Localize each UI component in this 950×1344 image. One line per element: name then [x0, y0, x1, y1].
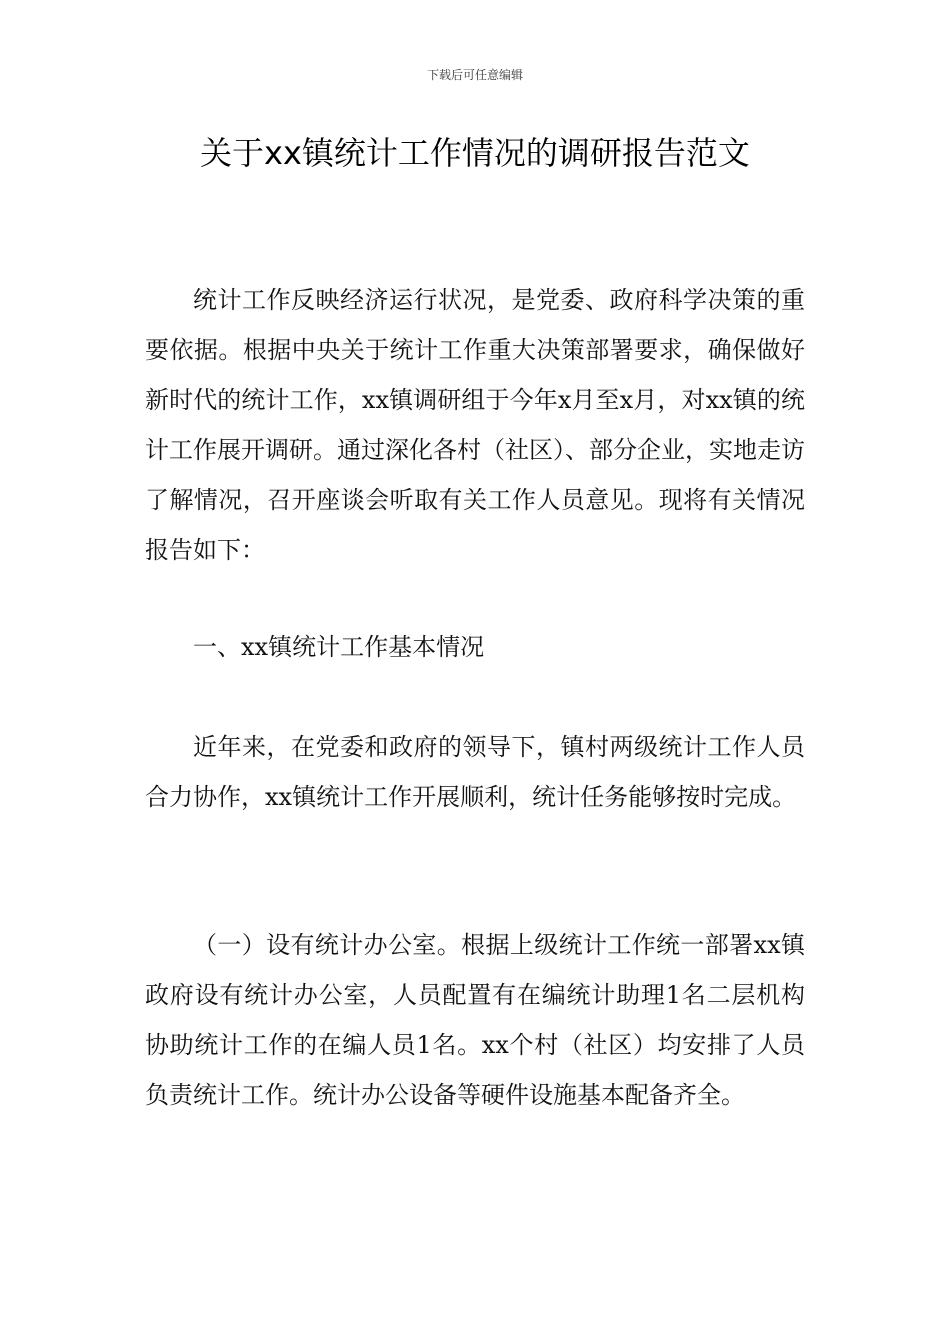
document-title: 关于xx镇统计工作情况的调研报告范文 [200, 134, 750, 172]
section-heading: 一、xx镇统计工作基本情况 [193, 633, 485, 661]
section-paragraph: 近年来，在党委和政府的领导下，镇村两级统计工作人员合力协作，xx镇统计工作开展顺利，统计任务能够按时完成。 [145, 733, 805, 811]
intro-paragraph: 统计工作反映经济运行状况，是党委、政府科学决策的重要依据。根据中央关于统计工作重大决策部署要求，确保做好新时代的统计工作，xx镇调研组于今年x月至x月，对xx镇的统计工作展开调研。通过深化各村（社区）、部分企业，实地走访了解情况，召开座谈会听取有关工作人员意见。现将有关情况报告如下： [145, 286, 805, 564]
header-note: 下载后可任意编辑 [426, 68, 523, 82]
subsection-paragraph: （一）设有统计办公室。根据上级统计工作统一部署xx镇政府设有统计办公室，人员配置有在编统计助理1名二层机构协助统计工作的在编人员1名。xx个村（社区）均安排了人员负责统计工作。统计办公设备等硬件设施基本配备齐全。 [145, 931, 805, 1109]
